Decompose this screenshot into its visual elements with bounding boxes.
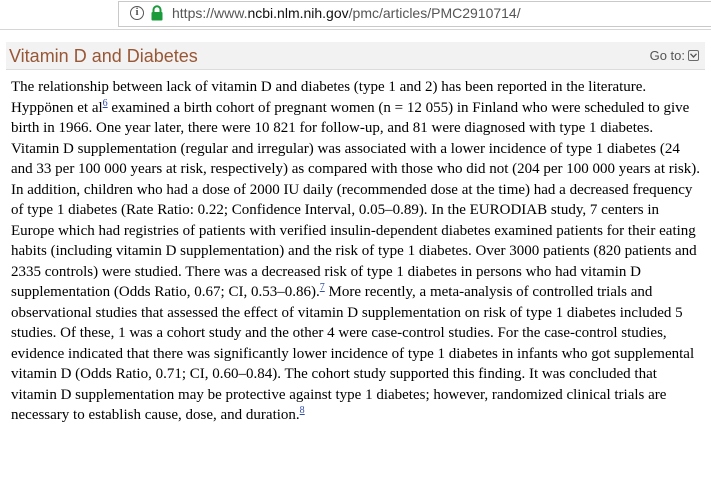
reference-link-6[interactable]: 6 [102,97,108,109]
reference-link-7[interactable]: 7 [319,282,325,293]
url-domain: ncbi.nlm.nih.gov [247,5,349,21]
goto-button[interactable] [650,48,699,64]
browser-address-bar [0,0,711,30]
chevron-down-icon[interactable] [688,50,699,61]
info-icon[interactable]: i [130,6,144,20]
reference-link-8[interactable]: 8 [299,405,305,416]
paragraph-text: More recently, a meta-analysis of controlled trials and observational studies that assessed the effect of vitamin D supplementation on risk of type 1 diabetes included 5 studies. Of these, 1 was a cohort study and the other 4 were case-control studies. For the case-control studies, evidence indicated that there was significantly lower incidence of type 1 diabetes in infants who got supplemental vitamin D (Odds Ratio, 0.71; CI, 0.60–0.84). The cohort study supported this finding. It was concluded that vitamin D supplementation may be protective against type 1 diabetes; however, randomized clinical trials are necessary to establish cause, dose, and duration. [11,284,695,423]
url-text[interactable] [172,5,521,21]
url-path: /pmc/articles/PMC2910714/ [348,5,521,21]
paragraph-text: examined a birth cohort of pregnant women (n = 12 055) in Finland who were scheduled to give birth in 1966. One year later, there were 10 821 for follow-up, and 81 were diagnosed with type 1 diabetes. Vitamin D supplementation (regular and irregular) was associated with a lower incidence of type 1 diabetes (24 and 33 per 100 000 years at risk, respectively) as compared with those who did not (204 per 100 000 years at risk). In addition, children who had a dose of 2000 IU daily (recommended dose at the time) had a decreased frequency of type 1 diabetes (Rate Ratio: 0.22; Confidence Interval, 0.05–0.89). In the EURODIAB study, 7 centers in Europe which had registries of patients with verified insulin-dependent diabetes examined patients for their eating habits (including vitamin D supplementation) and the risk of type 1 diabetes. Over 3000 patients (820 patients and 2335 controls) were studied. There was a decreased risk of type 1 diabetes in persons who had vitamin D supplementation (Odds Ratio, 0.67; CI, 0.53–0.86). [11,99,700,300]
section-title: Vitamin D and Diabetes [9,46,198,66]
goto-label: Go to: [649,48,685,63]
lock-icon[interactable] [150,5,164,21]
section-header [6,42,705,70]
url-prefix: https://www. [172,5,248,21]
reference-superscript [300,405,305,416]
article-paragraph [11,77,703,426]
paragraph-text: The relationship between lack of vitamin D and diabetes (type 1 and 2) has been reported in the literature. Hyppönen et al [11,79,647,116]
